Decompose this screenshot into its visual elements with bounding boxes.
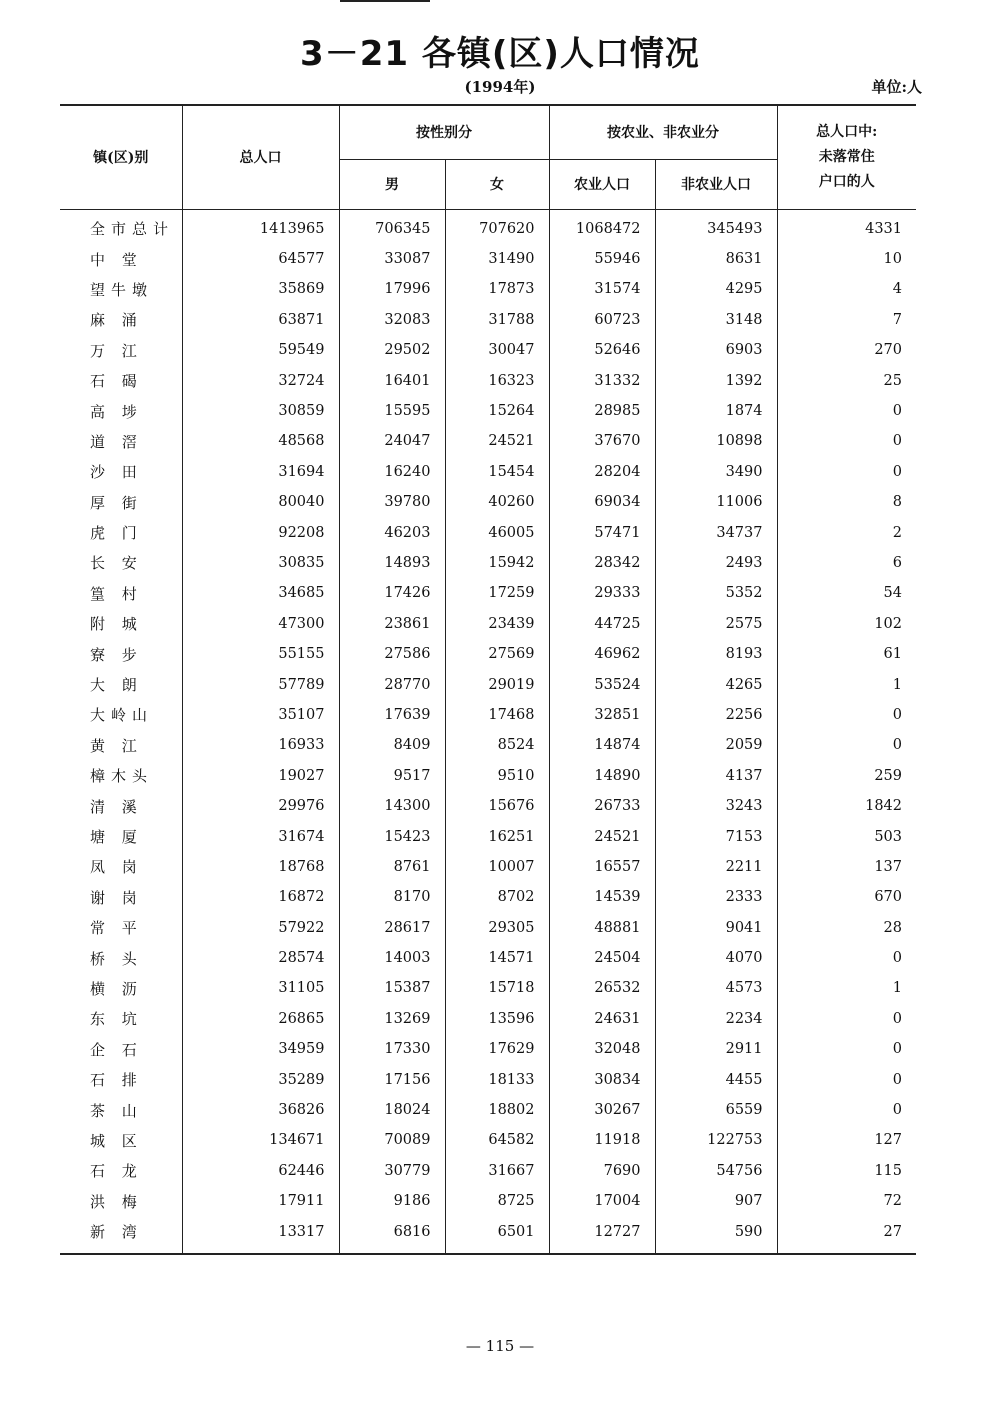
cell-female: 8524 <box>445 730 549 760</box>
cell-male: 24047 <box>339 426 445 456</box>
cell-male: 6816 <box>339 1216 445 1253</box>
cell-unsettled: 270 <box>777 335 916 365</box>
cell-male: 13269 <box>339 1004 445 1034</box>
cell-female: 17629 <box>445 1034 549 1064</box>
cell-total: 30859 <box>182 396 339 426</box>
cell-female: 27569 <box>445 639 549 669</box>
cell-nonagri: 10898 <box>655 426 777 456</box>
cell-agri: 48881 <box>549 912 655 942</box>
cell-nonagri: 2911 <box>655 1034 777 1064</box>
table-row <box>60 882 916 912</box>
cell-total: 29976 <box>182 791 339 821</box>
cell-region: 大 朗 <box>90 676 143 695</box>
cell-nonagri: 2575 <box>655 609 777 639</box>
cell-female: 40260 <box>445 487 549 517</box>
cell-region: 望牛墩 <box>90 280 154 299</box>
cell-male: 33087 <box>339 244 445 274</box>
year-subtitle: (1994年) <box>464 78 536 96</box>
cell-female: 17468 <box>445 700 549 730</box>
cell-nonagri: 5352 <box>655 578 777 608</box>
cell-total: 92208 <box>182 517 339 547</box>
cell-female: 30047 <box>445 335 549 365</box>
cell-nonagri: 1874 <box>655 396 777 426</box>
cell-agri: 24521 <box>549 821 655 851</box>
header-female: 女 <box>445 159 549 209</box>
cell-total: 63871 <box>182 305 339 335</box>
cell-agri: 37670 <box>549 426 655 456</box>
cell-nonagri: 345493 <box>655 209 777 244</box>
header-total: 总人口 <box>182 105 339 209</box>
cell-unsettled: 0 <box>777 1095 916 1125</box>
cell-unsettled: 503 <box>777 821 916 851</box>
cell-unsettled: 54 <box>777 578 916 608</box>
cell-agri: 46962 <box>549 639 655 669</box>
cell-male: 70089 <box>339 1125 445 1155</box>
cell-region: 麻 涌 <box>90 311 143 330</box>
cell-nonagri: 3243 <box>655 791 777 821</box>
table-row <box>60 669 916 699</box>
header-by-agri: 按农业、非农业分 <box>549 105 777 159</box>
header-male: 男 <box>339 159 445 209</box>
cell-female: 31490 <box>445 244 549 274</box>
table-row <box>60 244 916 274</box>
cell-total: 35869 <box>182 274 339 304</box>
cell-female: 24521 <box>445 426 549 456</box>
cell-male: 8409 <box>339 730 445 760</box>
cell-unsettled: 0 <box>777 730 916 760</box>
cell-female: 17259 <box>445 578 549 608</box>
cell-region: 高 埗 <box>90 402 143 421</box>
cell-region: 企 石 <box>90 1040 143 1059</box>
table-row <box>60 457 916 487</box>
cell-region: 石 碣 <box>90 372 143 391</box>
table-row <box>60 700 916 730</box>
cell-male: 39780 <box>339 487 445 517</box>
cell-agri: 57471 <box>549 517 655 547</box>
table-row <box>60 209 916 244</box>
cell-region: 城 区 <box>90 1131 143 1150</box>
cell-region: 石 龙 <box>90 1162 143 1181</box>
cell-nonagri: 4070 <box>655 943 777 973</box>
cell-unsettled: 61 <box>777 639 916 669</box>
cell-region: 道 滘 <box>90 432 143 451</box>
cell-male: 27586 <box>339 639 445 669</box>
cell-region: 清 溪 <box>90 797 143 816</box>
cell-female: 10007 <box>445 852 549 882</box>
cell-region: 樟木头 <box>90 767 154 786</box>
cell-male: 32083 <box>339 305 445 335</box>
table-row <box>60 1064 916 1094</box>
table-row <box>60 639 916 669</box>
header-nonagri: 非农业人口 <box>655 159 777 209</box>
cell-nonagri: 11006 <box>655 487 777 517</box>
page-number: — 115 — <box>465 1337 535 1355</box>
table-row <box>60 1095 916 1125</box>
cell-female: 16323 <box>445 365 549 395</box>
cell-region: 沙 田 <box>90 463 143 482</box>
cell-total: 31674 <box>182 821 339 851</box>
cell-agri: 44725 <box>549 609 655 639</box>
table-row <box>60 517 916 547</box>
cell-male: 23861 <box>339 609 445 639</box>
cell-female: 16251 <box>445 821 549 851</box>
cell-male: 17156 <box>339 1064 445 1094</box>
cell-nonagri: 4295 <box>655 274 777 304</box>
cell-male: 706345 <box>339 209 445 244</box>
cell-total: 57922 <box>182 912 339 942</box>
cell-nonagri: 8193 <box>655 639 777 669</box>
table-row <box>60 578 916 608</box>
cell-female: 14571 <box>445 943 549 973</box>
cell-unsettled: 259 <box>777 761 916 791</box>
cell-agri: 52646 <box>549 335 655 365</box>
cell-region: 虎 门 <box>90 524 143 543</box>
cell-female: 6501 <box>445 1216 549 1253</box>
cell-agri: 17004 <box>549 1186 655 1216</box>
cell-female: 13596 <box>445 1004 549 1034</box>
cell-unsettled: 7 <box>777 305 916 335</box>
cell-female: 15264 <box>445 396 549 426</box>
cell-total: 18768 <box>182 852 339 882</box>
cell-unsettled: 0 <box>777 426 916 456</box>
cell-region: 黄 江 <box>90 736 143 755</box>
cell-female: 29305 <box>445 912 549 942</box>
header-by-sex: 按性别分 <box>339 105 549 159</box>
cell-male: 17330 <box>339 1034 445 1064</box>
cell-region: 常 平 <box>90 919 143 938</box>
cell-total: 13317 <box>182 1216 339 1253</box>
table-row <box>60 305 916 335</box>
cell-unsettled: 0 <box>777 396 916 426</box>
cell-female: 15454 <box>445 457 549 487</box>
table-row <box>60 335 916 365</box>
cell-nonagri: 4573 <box>655 973 777 1003</box>
cell-male: 15595 <box>339 396 445 426</box>
cell-agri: 31574 <box>549 274 655 304</box>
cell-nonagri: 2059 <box>655 730 777 760</box>
cell-agri: 12727 <box>549 1216 655 1253</box>
cell-male: 8761 <box>339 852 445 882</box>
cell-female: 64582 <box>445 1125 549 1155</box>
cell-nonagri: 2256 <box>655 700 777 730</box>
cell-agri: 29333 <box>549 578 655 608</box>
cell-region: 万 江 <box>90 341 143 360</box>
cell-female: 23439 <box>445 609 549 639</box>
cell-nonagri: 907 <box>655 1186 777 1216</box>
cell-total: 28574 <box>182 943 339 973</box>
cell-region: 大岭山 <box>90 706 154 725</box>
table-row <box>60 274 916 304</box>
table-row <box>60 1216 916 1253</box>
table-row <box>60 1156 916 1186</box>
cell-nonagri: 4455 <box>655 1064 777 1094</box>
cell-total: 64577 <box>182 244 339 274</box>
cell-total: 32724 <box>182 365 339 395</box>
cell-nonagri: 34737 <box>655 517 777 547</box>
cell-agri: 16557 <box>549 852 655 882</box>
table-row <box>60 365 916 395</box>
cell-female: 31788 <box>445 305 549 335</box>
cell-total: 26865 <box>182 1004 339 1034</box>
cell-region: 茶 山 <box>90 1101 143 1120</box>
cell-female: 15718 <box>445 973 549 1003</box>
cell-female: 29019 <box>445 669 549 699</box>
cell-agri: 14874 <box>549 730 655 760</box>
cell-nonagri: 2211 <box>655 852 777 882</box>
cell-unsettled: 0 <box>777 457 916 487</box>
cell-region: 长 安 <box>90 554 143 573</box>
cell-unsettled: 6 <box>777 548 916 578</box>
cell-unsettled: 115 <box>777 1156 916 1186</box>
cell-female: 31667 <box>445 1156 549 1186</box>
cell-female: 9510 <box>445 761 549 791</box>
cell-agri: 14539 <box>549 882 655 912</box>
cell-male: 46203 <box>339 517 445 547</box>
table-row <box>60 1034 916 1064</box>
cell-agri: 26532 <box>549 973 655 1003</box>
cell-male: 28770 <box>339 669 445 699</box>
table-row <box>60 487 916 517</box>
header-unsettled-line3: 户口的人 <box>818 173 875 190</box>
cell-total: 31105 <box>182 973 339 1003</box>
cell-total: 30835 <box>182 548 339 578</box>
cell-unsettled: 72 <box>777 1186 916 1216</box>
population-table <box>60 104 916 1255</box>
cell-nonagri: 8631 <box>655 244 777 274</box>
cell-agri: 1068472 <box>549 209 655 244</box>
cell-nonagri: 4137 <box>655 761 777 791</box>
cell-nonagri: 2493 <box>655 548 777 578</box>
table-row <box>60 609 916 639</box>
table-row <box>60 852 916 882</box>
cell-unsettled: 27 <box>777 1216 916 1253</box>
table-row <box>60 426 916 456</box>
cell-total: 55155 <box>182 639 339 669</box>
cell-female: 46005 <box>445 517 549 547</box>
cell-agri: 28985 <box>549 396 655 426</box>
cell-male: 14893 <box>339 548 445 578</box>
cell-male: 17426 <box>339 578 445 608</box>
cell-agri: 30834 <box>549 1064 655 1094</box>
cell-female: 8702 <box>445 882 549 912</box>
cell-unsettled: 0 <box>777 1004 916 1034</box>
cell-agri: 30267 <box>549 1095 655 1125</box>
cell-agri: 28342 <box>549 548 655 578</box>
table-row <box>60 821 916 851</box>
cell-total: 59549 <box>182 335 339 365</box>
cell-nonagri: 9041 <box>655 912 777 942</box>
cell-agri: 55946 <box>549 244 655 274</box>
cell-total: 34685 <box>182 578 339 608</box>
table-body <box>60 209 916 1254</box>
cell-unsettled: 102 <box>777 609 916 639</box>
cell-female: 18133 <box>445 1064 549 1094</box>
cell-unsettled: 4331 <box>777 209 916 244</box>
cell-total: 80040 <box>182 487 339 517</box>
cell-nonagri: 4265 <box>655 669 777 699</box>
cell-region: 新 湾 <box>60 1216 182 1253</box>
cell-agri: 11918 <box>549 1125 655 1155</box>
cell-nonagri: 2333 <box>655 882 777 912</box>
table-row <box>60 912 916 942</box>
cell-total: 16872 <box>182 882 339 912</box>
table-row <box>60 943 916 973</box>
cell-total: 35107 <box>182 700 339 730</box>
cell-region: 东 坑 <box>90 1010 143 1029</box>
cell-male: 9517 <box>339 761 445 791</box>
cell-region: 凤 岗 <box>90 858 143 877</box>
cell-region: 全市总计 <box>90 220 175 239</box>
cell-male: 16401 <box>339 365 445 395</box>
cell-male: 14300 <box>339 791 445 821</box>
cell-male: 17996 <box>339 274 445 304</box>
cell-total: 1413965 <box>182 209 339 244</box>
cell-unsettled: 8 <box>777 487 916 517</box>
header-agri: 农业人口 <box>549 159 655 209</box>
cell-male: 17639 <box>339 700 445 730</box>
cell-male: 15423 <box>339 821 445 851</box>
cell-agri: 60723 <box>549 305 655 335</box>
cell-female: 15676 <box>445 791 549 821</box>
cell-unsettled: 1842 <box>777 791 916 821</box>
cell-total: 62446 <box>182 1156 339 1186</box>
cell-unsettled: 25 <box>777 365 916 395</box>
table-row <box>60 396 916 426</box>
cell-female: 8725 <box>445 1186 549 1216</box>
cell-total: 47300 <box>182 609 339 639</box>
cell-unsettled: 28 <box>777 912 916 942</box>
cell-unsettled: 127 <box>777 1125 916 1155</box>
cell-region: 附 城 <box>90 615 143 634</box>
cell-male: 14003 <box>339 943 445 973</box>
cell-unsettled: 670 <box>777 882 916 912</box>
header-unsettled-line2: 未落常住 <box>818 148 875 165</box>
cell-nonagri: 3490 <box>655 457 777 487</box>
cell-region: 石 排 <box>90 1071 143 1090</box>
cell-nonagri: 3148 <box>655 305 777 335</box>
cell-total: 34959 <box>182 1034 339 1064</box>
cell-nonagri: 122753 <box>655 1125 777 1155</box>
cell-region: 洪 梅 <box>90 1192 143 1211</box>
cell-agri: 31332 <box>549 365 655 395</box>
cell-agri: 24631 <box>549 1004 655 1034</box>
cell-male: 30779 <box>339 1156 445 1186</box>
cell-region: 桥 头 <box>90 949 143 968</box>
cell-female: 15942 <box>445 548 549 578</box>
cell-unsettled: 0 <box>777 1064 916 1094</box>
cell-male: 16240 <box>339 457 445 487</box>
cell-region: 中 堂 <box>90 250 143 269</box>
cell-agri: 32851 <box>549 700 655 730</box>
cell-nonagri: 7153 <box>655 821 777 851</box>
table-row <box>60 1004 916 1034</box>
cell-unsettled: 4 <box>777 274 916 304</box>
table-row <box>60 973 916 1003</box>
page-title: 3－21 各镇(区)人口情况 <box>300 34 700 74</box>
cell-region: 寮 步 <box>90 645 143 664</box>
cell-unsettled: 137 <box>777 852 916 882</box>
cell-agri: 28204 <box>549 457 655 487</box>
cell-agri: 53524 <box>549 669 655 699</box>
cell-male: 18024 <box>339 1095 445 1125</box>
cell-total: 17911 <box>182 1186 339 1216</box>
cell-nonagri: 54756 <box>655 1156 777 1186</box>
cell-agri: 26733 <box>549 791 655 821</box>
cell-agri: 14890 <box>549 761 655 791</box>
cell-nonagri: 6903 <box>655 335 777 365</box>
cell-male: 9186 <box>339 1186 445 1216</box>
top-rule <box>340 0 430 2</box>
cell-female: 18802 <box>445 1095 549 1125</box>
cell-male: 15387 <box>339 973 445 1003</box>
cell-female: 707620 <box>445 209 549 244</box>
cell-agri: 24504 <box>549 943 655 973</box>
header-region: 镇(区)别 <box>60 105 182 209</box>
cell-nonagri: 590 <box>655 1216 777 1253</box>
cell-unsettled: 0 <box>777 700 916 730</box>
unit-label: 单位:人 <box>871 78 922 96</box>
cell-total: 36826 <box>182 1095 339 1125</box>
cell-unsettled: 0 <box>777 1034 916 1064</box>
header-unsettled <box>777 105 916 209</box>
header-unsettled-line1: 总人口中: <box>816 123 878 140</box>
cell-total: 16933 <box>182 730 339 760</box>
cell-unsettled: 10 <box>777 244 916 274</box>
table-row <box>60 730 916 760</box>
cell-male: 29502 <box>339 335 445 365</box>
cell-total: 35289 <box>182 1064 339 1094</box>
table-row <box>60 1186 916 1216</box>
cell-region: 横 沥 <box>90 979 143 998</box>
cell-unsettled: 0 <box>777 943 916 973</box>
table-row <box>60 1125 916 1155</box>
cell-total: 57789 <box>182 669 339 699</box>
table-row <box>60 791 916 821</box>
cell-male: 8170 <box>339 882 445 912</box>
table-row <box>60 761 916 791</box>
cell-female: 17873 <box>445 274 549 304</box>
cell-region: 塘 厦 <box>90 828 143 846</box>
cell-nonagri: 1392 <box>655 365 777 395</box>
cell-male: 28617 <box>339 912 445 942</box>
cell-nonagri: 6559 <box>655 1095 777 1125</box>
cell-region: 谢 岗 <box>90 888 143 907</box>
table-row <box>60 548 916 578</box>
cell-region: 篁 村 <box>90 584 143 603</box>
cell-region: 厚 街 <box>90 493 143 512</box>
cell-unsettled: 1 <box>777 669 916 699</box>
cell-nonagri: 2234 <box>655 1004 777 1034</box>
cell-agri: 32048 <box>549 1034 655 1064</box>
cell-total: 48568 <box>182 426 339 456</box>
cell-agri: 69034 <box>549 487 655 517</box>
table-header <box>60 105 916 209</box>
cell-total: 19027 <box>182 761 339 791</box>
cell-unsettled: 2 <box>777 517 916 547</box>
cell-total: 134671 <box>182 1125 339 1155</box>
cell-total: 31694 <box>182 457 339 487</box>
cell-agri: 7690 <box>549 1156 655 1186</box>
cell-unsettled: 1 <box>777 973 916 1003</box>
